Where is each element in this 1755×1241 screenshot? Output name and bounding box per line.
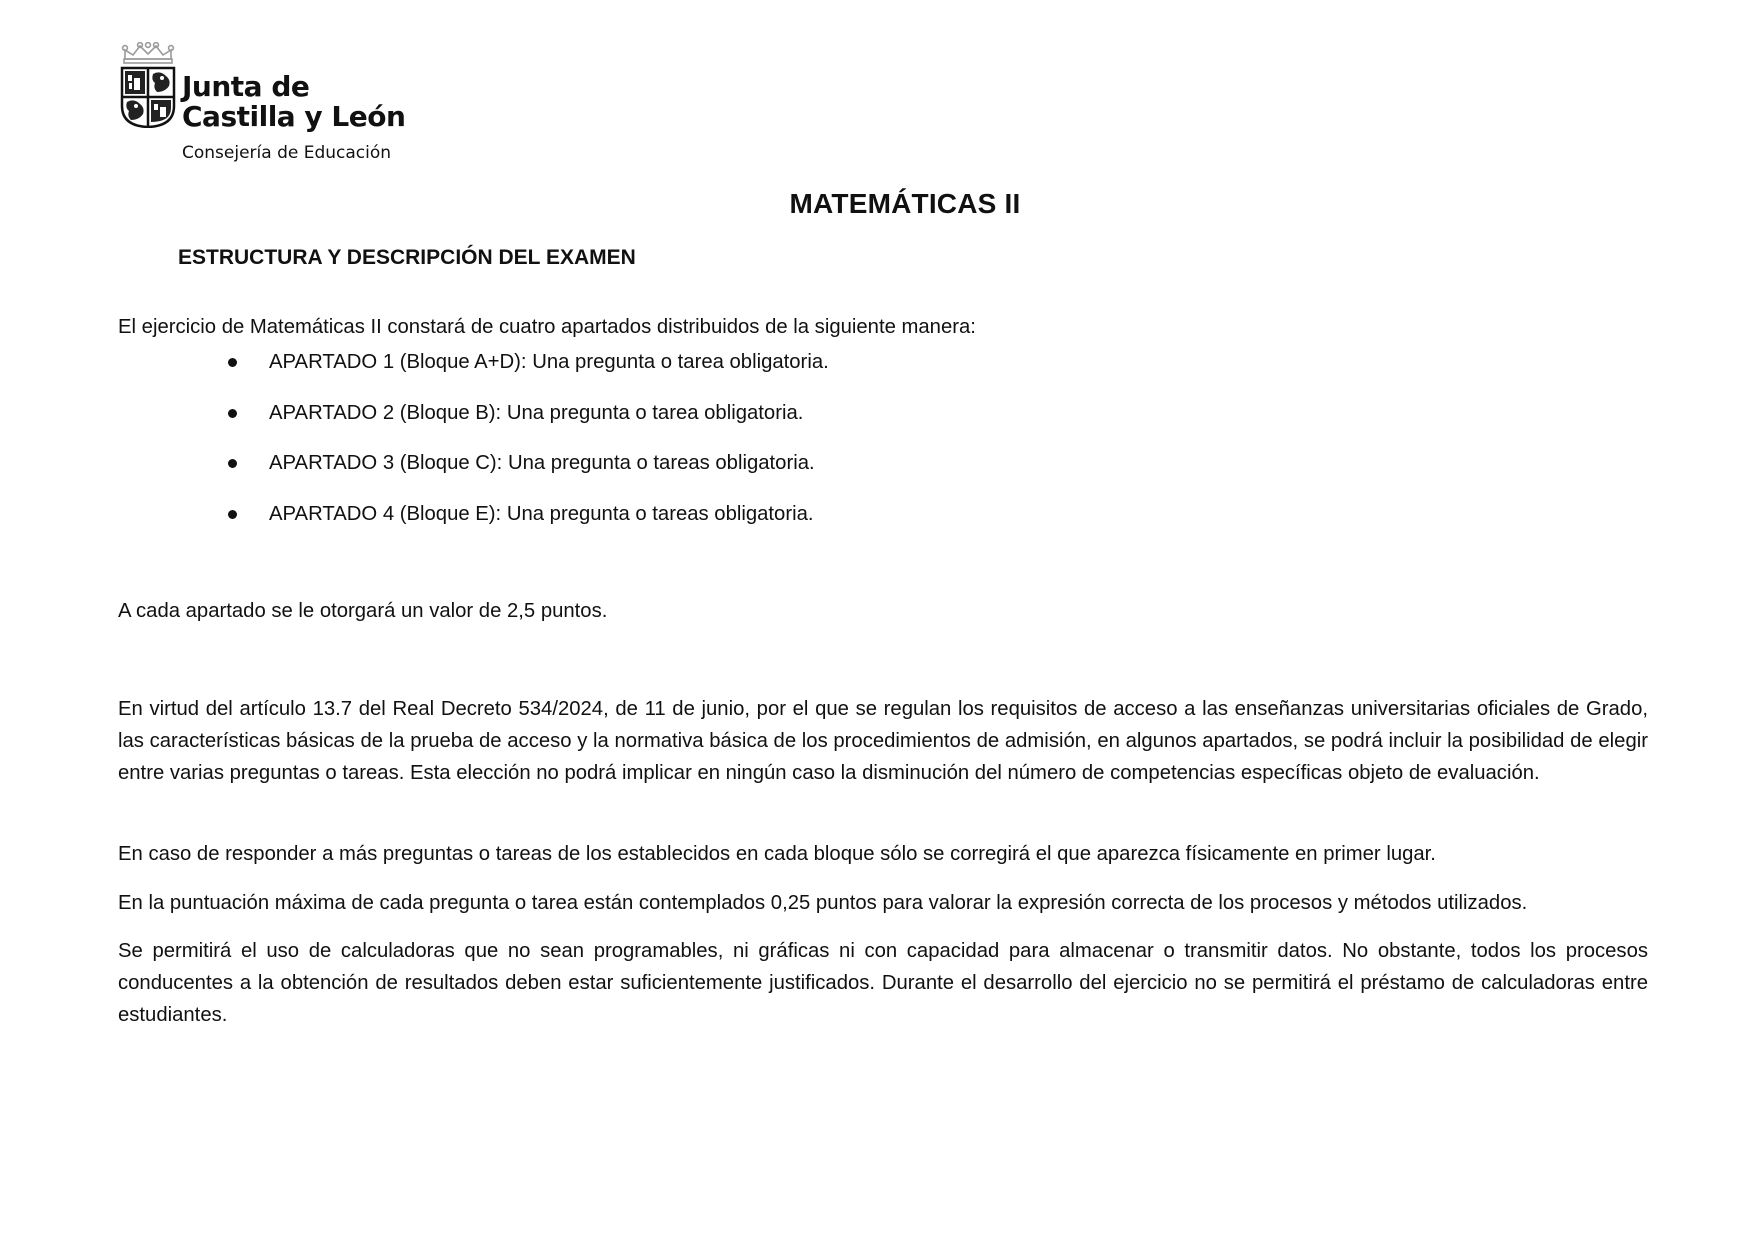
bullet-icon <box>228 358 237 367</box>
points-paragraph: En la puntuación máxima de cada pregunta o tarea están contemplados 0,25 puntos para valorar la expresión correcta de los procesos y métodos utilizados. <box>118 892 1528 914</box>
score-paragraph: A cada apartado se le otorgará un valor de 2,5 puntos. <box>118 600 608 622</box>
legal-paragraph: En virtud del artículo 13.7 del Real Decreto 534/2024, de 11 de junio, por el que se regulan los requisitos de acceso a las enseñanzas universitarias oficiales de Grado, las características básicas de la prueba de acceso y la normativa básica de los procedimientos de admisión, en algunos apartados, se podrá incluir la posibilidad de elegir entre varias preguntas o tareas. Esta elección no podrá implicar en ningún caso la disminución del número de competencias específicas objeto de evaluación. <box>118 698 1648 784</box>
logo-line-2: Castilla y León <box>182 100 406 133</box>
logo-subtitle: Consejería de Educación <box>182 143 392 163</box>
bullet-icon <box>228 409 237 418</box>
list-item <box>226 447 829 498</box>
list-item-text: APARTADO 3 (Bloque C): Una pregunta o tareas obligatoria. <box>269 452 815 474</box>
document-title: MATEMÁTICAS II <box>789 188 1021 219</box>
list-item <box>226 397 829 448</box>
logo-line-1: Junta de <box>182 70 310 103</box>
list-item-text: APARTADO 4 (Bloque E): Una pregunta o tareas obligatoria. <box>269 502 814 525</box>
bullet-icon <box>228 510 237 519</box>
list-item <box>226 498 829 549</box>
section-heading: ESTRUCTURA Y DESCRIPCIÓN DEL EXAMEN <box>178 246 636 269</box>
crown-icon <box>121 42 175 64</box>
apartados-list <box>226 346 829 548</box>
calculators-paragraph: Se permitirá el uso de calculadoras que no sean programables, ni gráficas ni con capacidad para almacenar o transmitir datos. No obstante, todos los procesos conducentes a la obtención de resultados deben estar suficientemente justificados. Durante el desarrollo del ejercicio no se permitirá el préstamo de calculadoras entre estudiantes. <box>118 940 1648 1026</box>
list-item <box>226 346 829 397</box>
list-item-text: APARTADO 2 (Bloque B): Una pregunta o tarea obligatoria. <box>269 401 804 424</box>
list-item-text: APARTADO 1 (Bloque A+D): Una pregunta o tarea obligatoria. <box>269 351 829 373</box>
intro-paragraph: El ejercicio de Matemáticas II constará de cuatro apartados distribuidos de la siguiente manera: <box>118 316 976 338</box>
answers-paragraph: En caso de responder a más preguntas o tareas de los establecidos en cada bloque sólo se corregirá el que aparezca físicamente en primer lugar. <box>118 843 1436 865</box>
junta-castilla-leon-logo <box>118 42 418 172</box>
bullet-icon <box>228 459 237 468</box>
coat-of-arms-icon <box>120 66 176 128</box>
